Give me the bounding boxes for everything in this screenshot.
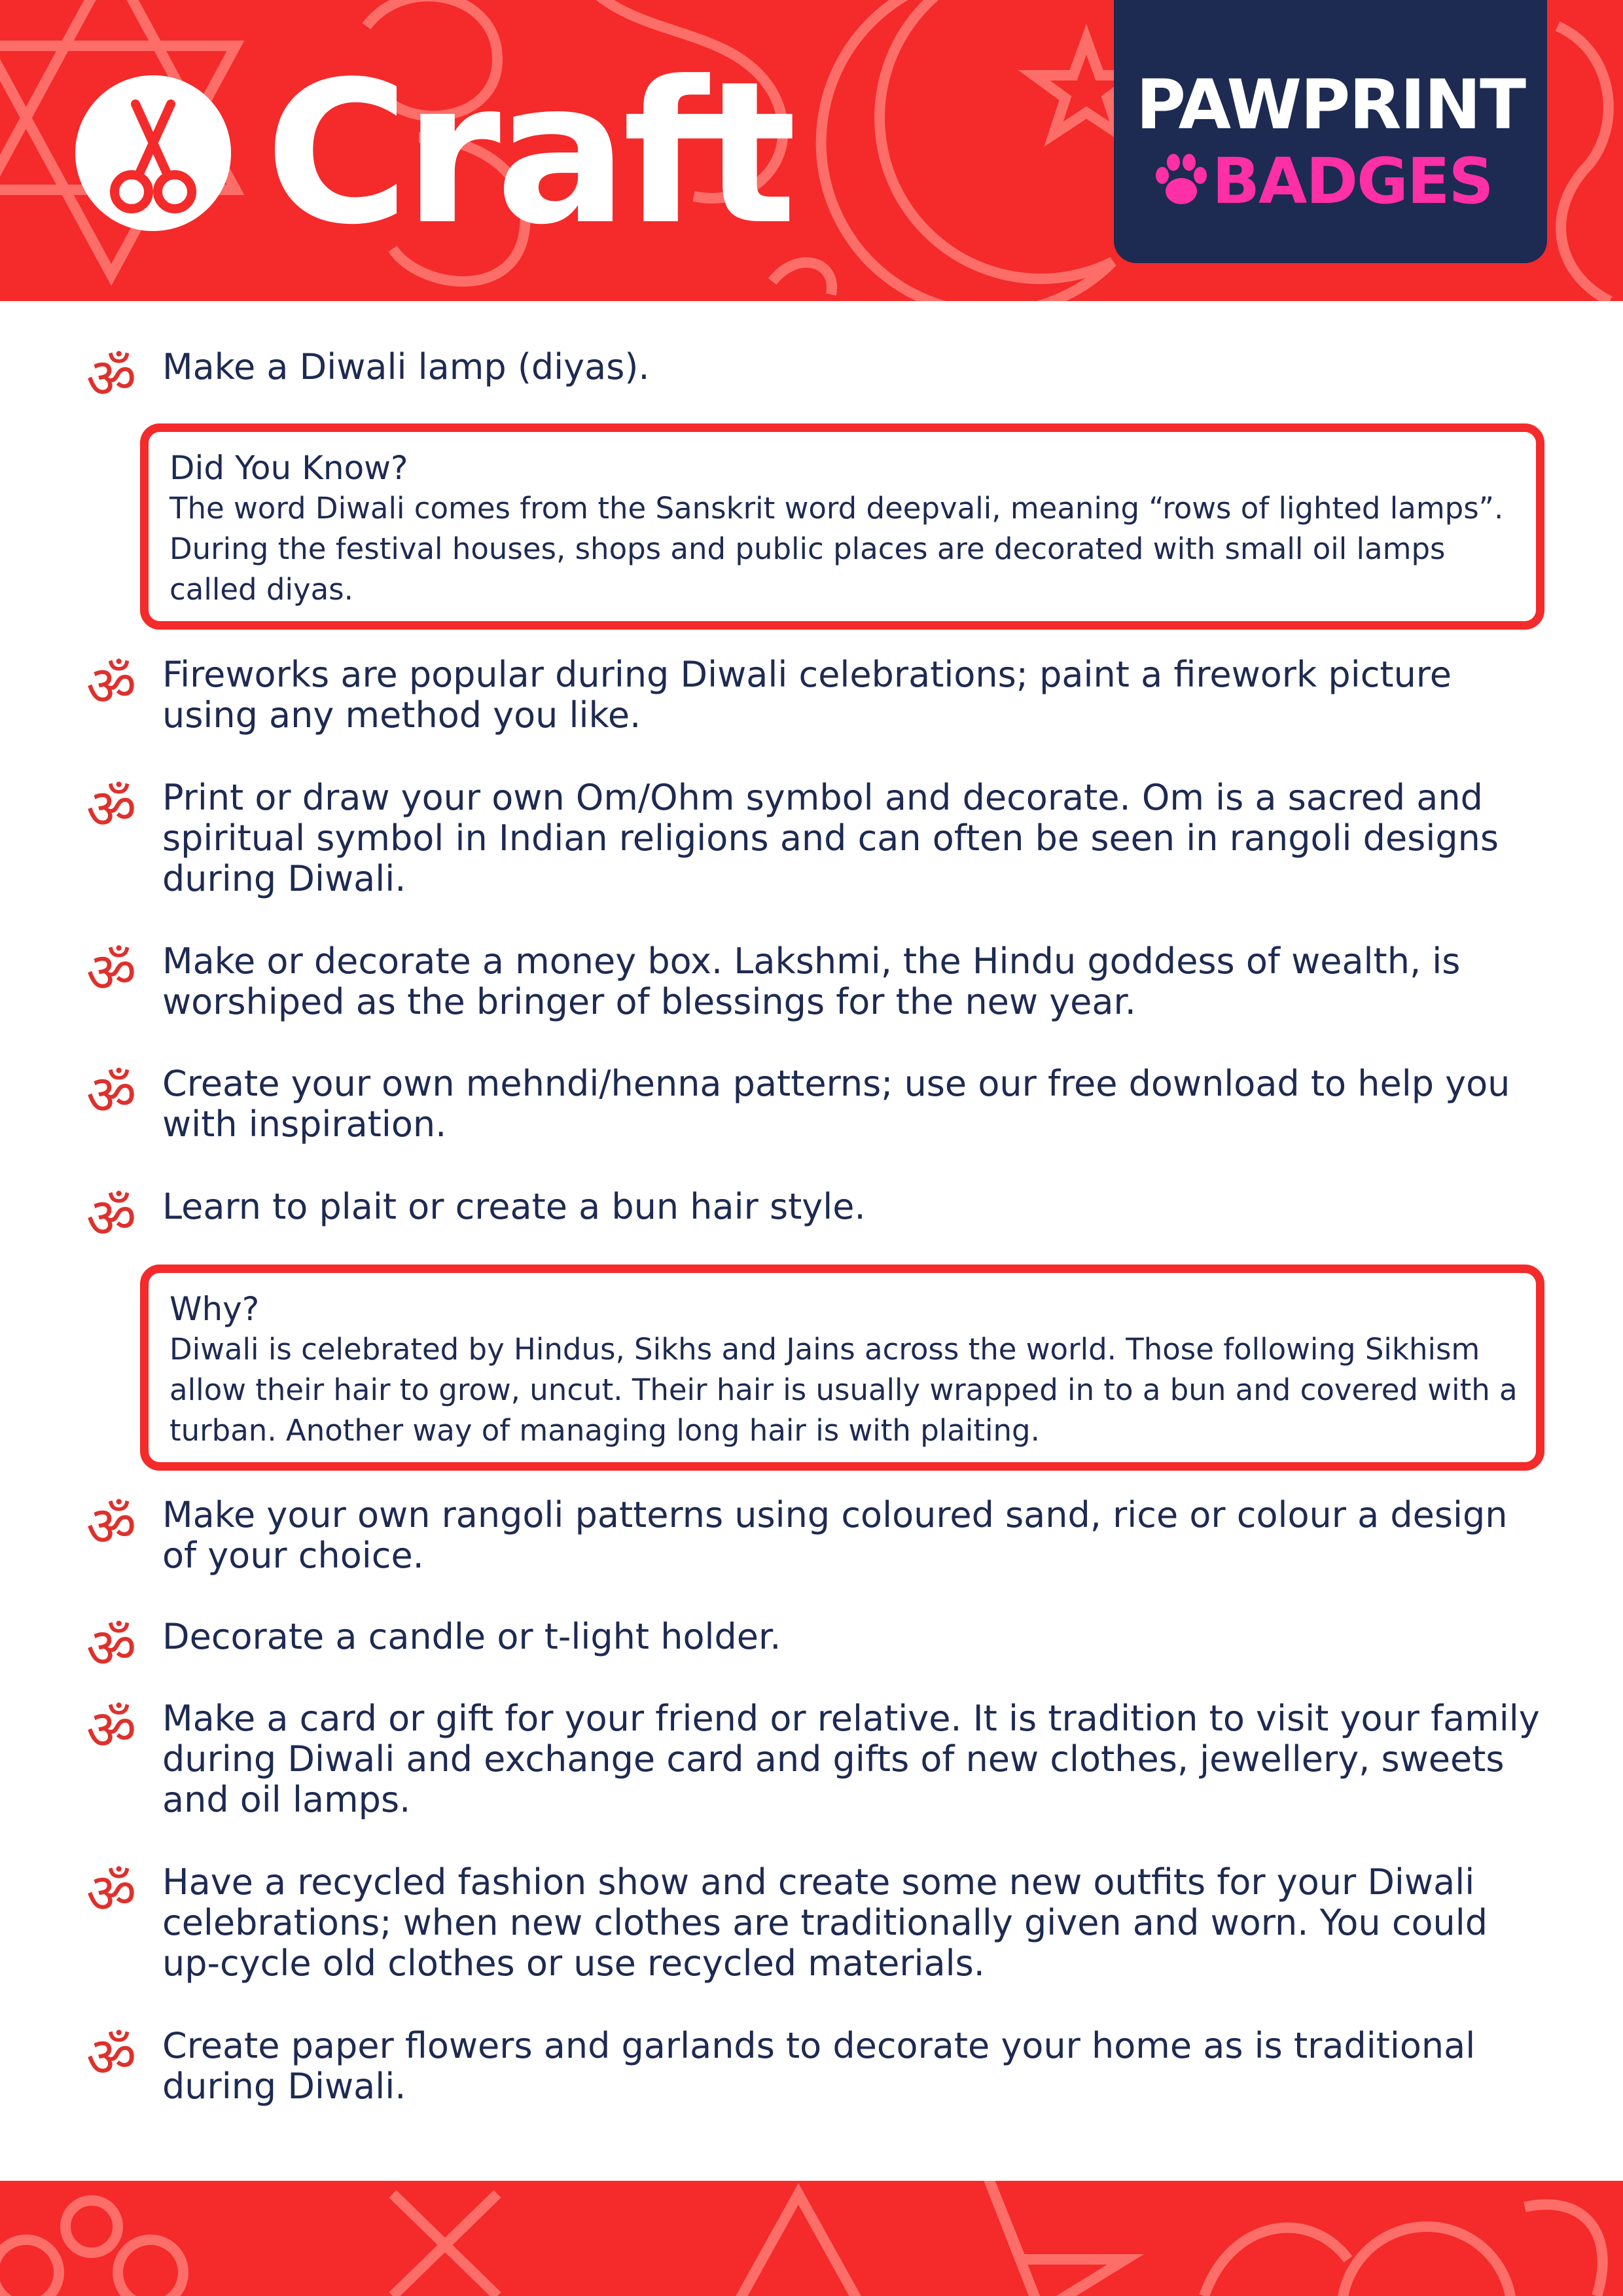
list-item-text: Create your own mehndi/henna patterns; use our free download to help you with inspiration. <box>162 1063 1510 1145</box>
footer-banner <box>0 2181 1623 2296</box>
paw-icon <box>1152 151 1211 209</box>
brand-logo <box>1114 0 1547 263</box>
why-box <box>140 1265 1544 1471</box>
page-title: Craft <box>265 39 792 268</box>
om-bullet-icon: ॐ <box>86 346 137 410</box>
list-item-text: Have a recycled fashion show and create some new outfits for your Diwali celebrations; when new clothes are traditionally given and worn. You could up-cycle old clothes or use recycled materials. <box>162 1861 1488 1984</box>
info-box-body: Diwali is celebrated by Hindus, Sikhs and Jains across the world. Those following Sikhism allow their hair to grow, uncut. Their hair is usually wrapped in to a bun and covered with a turban. Another way of managing long hair is with plaiting. <box>169 1332 1518 1448</box>
scissors-icon <box>75 75 231 231</box>
om-bullet-icon: ॐ <box>86 2025 137 2089</box>
list-item-text: Make your own rangoli patterns using coloured sand, rice or colour a design of your choice. <box>162 1494 1508 1576</box>
activity-list <box>0 301 1623 2179</box>
om-bullet-icon: ॐ <box>86 1861 137 1926</box>
info-box-heading: Why? <box>169 1290 260 1328</box>
om-bullet-icon: ॐ <box>86 654 137 718</box>
brand-name-line2: BADGES <box>1212 145 1493 218</box>
om-bullet-icon: ॐ <box>86 1494 137 1558</box>
info-box-body: The word Diwali comes from the Sanskrit word deepvali, meaning “rows of lighted lamps”. During the festival houses, shops and public places are decorated with small oil lamps called diyas. <box>169 491 1504 607</box>
om-bullet-icon: ॐ <box>86 941 137 1005</box>
brand-name-line1: PAWPRINT <box>1135 65 1525 145</box>
list-item-text: Make or decorate a money box. Lakshmi, the Hindu goddess of wealth, is worshiped as the bringer of blessings for the new year. <box>162 941 1461 1022</box>
om-bullet-icon: ॐ <box>86 1063 137 1127</box>
list-item-text: Decorate a candle or t-light holder. <box>162 1616 781 1657</box>
om-bullet-icon: ॐ <box>86 1186 137 1250</box>
craft-badge <box>75 75 231 231</box>
header-banner <box>0 0 1623 301</box>
list-item-text: Print or draw your own Om/Ohm symbol and decorate. Om is a sacred and spiritual symbol in Indian religions and can often be seen in rangoli designs during Diwali. <box>162 777 1499 899</box>
festive-pattern-background <box>0 2181 1623 2296</box>
info-box-heading: Did You Know? <box>169 449 408 487</box>
om-bullet-icon: ॐ <box>86 1616 137 1680</box>
list-item-text: Make a card or gift for your friend or relative. It is tradition to visit your family during Diwali and exchange card and gifts of new clothes, jewellery, sweets and oil lamps. <box>162 1698 1540 1820</box>
list-item-text: Learn to plait or create a bun hair style. <box>162 1186 866 1227</box>
list-item-text: Make a Diwali lamp (diyas). <box>162 346 650 387</box>
did-you-know-box <box>140 423 1544 630</box>
list-item-text: Fireworks are popular during Diwali celebrations; paint a firework picture using any method you like. <box>162 654 1452 736</box>
list-item-text: Create paper flowers and garlands to decorate your home as is traditional during Diwali. <box>162 2025 1476 2107</box>
om-bullet-icon: ॐ <box>86 777 137 841</box>
om-bullet-icon: ॐ <box>86 1698 137 1762</box>
